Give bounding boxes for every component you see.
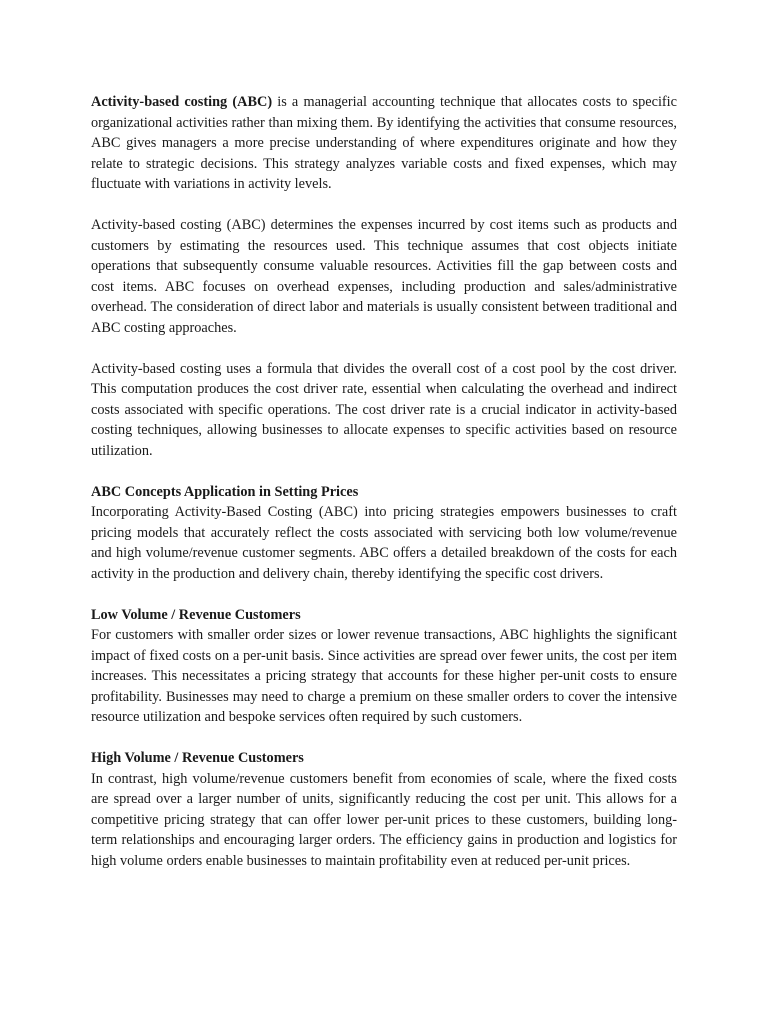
document-page xyxy=(91,92,677,892)
section-low-volume xyxy=(91,605,677,728)
section-body-low-volume: For customers with smaller order sizes or lower revenue transactions, ABC highlights the significant impact of fixed costs on a per-unit basis. Since activities are spread over fewer units, the cost per item increases. This necessitates a pricing strategy that accounts for these higher per-unit costs to ensure profitability. Businesses may need to charge a premium on these smaller orders to cover the intensive resource utilization and bespoke services often required by such customers. xyxy=(91,627,677,725)
section-body-high-volume: In contrast, high volume/revenue customers benefit from economies of scale, where the fixed costs are spread over a larger number of units, significantly reducing the cost per unit. This allows for a competitive pricing strategy that can offer lower per-unit prices to these customers, building long-term relationships and encouraging larger orders. The efficiency gains in production and logistics for high volume orders enable businesses to maintain profitability even at reduced per-unit prices. xyxy=(91,770,677,869)
section-body-pricing: Incorporating Activity-Based Costing (ABC) into pricing strategies empowers businesses to craft pricing models that accurately reflect the costs associated with servicing both low volume/revenue and high volume/revenue customer segments. ABC offers a detailed breakdown of the costs for each activity in the production and delivery chain, thereby identifying the specific cost drivers. xyxy=(91,504,677,582)
intro-paragraph-1 xyxy=(91,92,677,195)
section-pricing xyxy=(91,482,677,585)
section-heading-low-volume: Low Volume / Revenue Customers xyxy=(91,606,301,623)
section-heading-high-volume: High Volume / Revenue Customers xyxy=(91,750,304,766)
intro-paragraph-1-text: is a managerial accounting technique that allocates costs to specific organizational activities rather than mixing them. By identifying the activities that consume resources, ABC gives managers a more precise understanding of where expenditures originate and how they relate to strategic decisions. This strategy analyzes variable costs and fixed expenses, which may fluctuate with variations in activity levels. xyxy=(91,94,677,192)
abc-term: Activity-based costing (ABC) xyxy=(91,94,273,110)
section-high-volume xyxy=(91,748,677,871)
intro-paragraph-3: Activity-based costing uses a formula that divides the overall cost of a cost pool by the cost driver. This computation produces the cost driver rate, essential when calculating the overhead and indirect costs associated with specific operations. The cost driver rate is a crucial indicator in activity-based costing techniques, allowing businesses to allocate expenses to specific activities based on resource utilization. xyxy=(91,360,677,459)
section-heading-pricing: ABC Concepts Application in Setting Prices xyxy=(91,483,359,500)
intro-paragraph-2: Activity-based costing (ABC) determines the expenses incurred by cost items such as products and customers by estimating the resources used. This technique assumes that cost objects initiate operations that subsequently consume valuable resources. Activities fill the gap between costs and cost items. ABC focuses on overhead expenses, including production and sales/administrative overhead. The consideration of direct labor and materials is usually consistent between traditional and ABC costing approaches. xyxy=(91,217,677,336)
